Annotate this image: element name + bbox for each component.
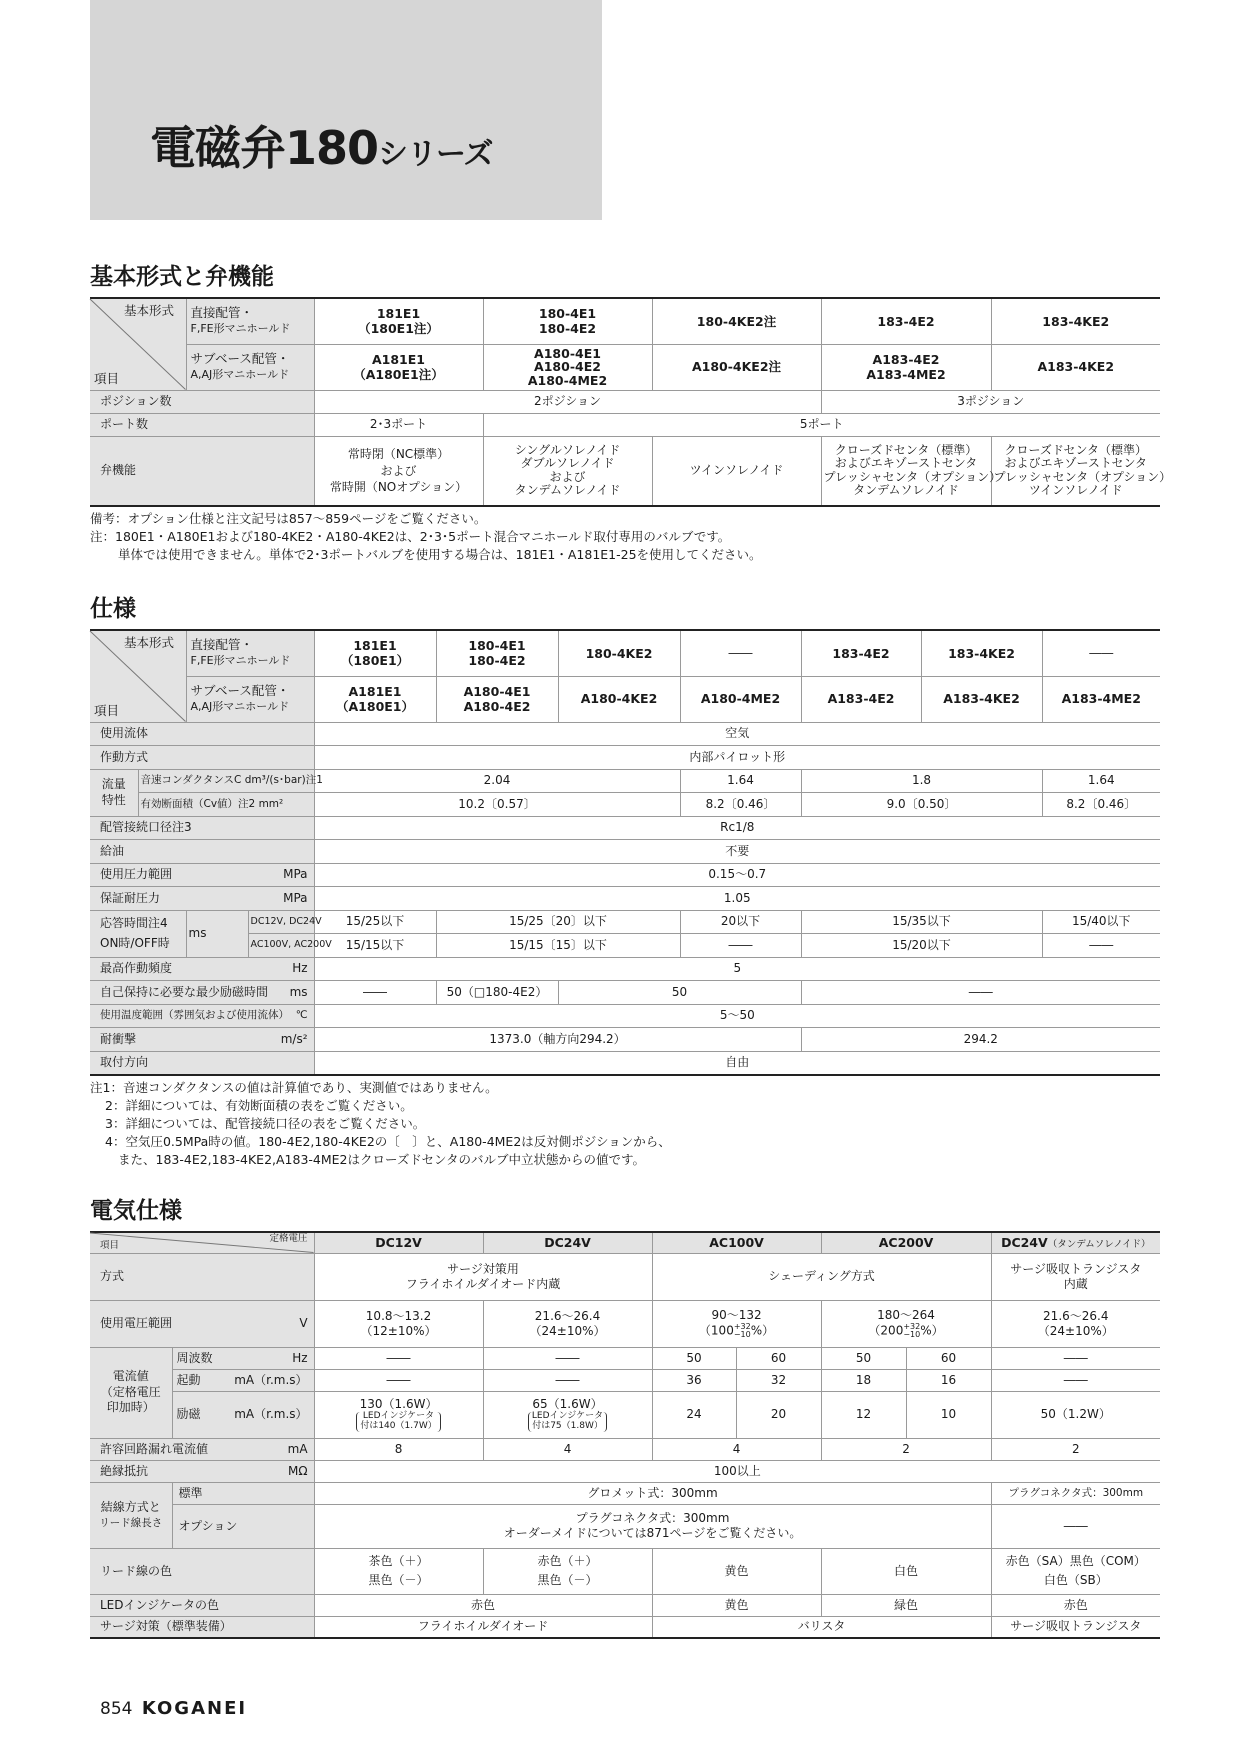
subbase-label: サブベース配管・ A,AJ形マニホールド — [186, 344, 314, 390]
page-title-suffix: シリーズ — [378, 137, 493, 172]
basic-type-table: 基本形式 項目 直接配管・ F,FE形マニホールド 181E1 （180E1注） 180-4E1 180-4E2 180-4KE2注 183-4E2 183-4KE2 サブベース配管・ A,AJ形マニホールド A181E1 （A180E1注） A180-4E1 A180-4E2 A180-4ME2 A180-4KE2注 A183-4E2 A183-4ME2 A183-4KE2 ポジション数 2ポジション 3ポジション ポート数 2･3ポート 5ポート 弁機能 常時閉（NC標準） および 常時開（NOオプション） シングルソレノイド ダブルソレノイド および タンデムソレノイド ツインソレノイド クローズドセンタ（標準） およびエキゾーストセンタ プレッシャセンタ（オプション） タンデムソレノイド クローズドセンタ（標準） およびエキゾーストセンタ プレッシャセンタ（オプション） ツインソレノイド — [90, 297, 1160, 507]
electrical-table: 項目 定格電圧 DC12V DC24V AC100V AC200V DC24V（タンデムソレノイド） 方式 サージ対策用 フライホイルダイオード内蔵 シェーディング方式 サージ吸収トランジスタ 内蔵 使用電圧範囲 V 10.8～13.2 （12±10%） 21.6～26.4 （24±10%） 90～132 （100 +32 −10 %） 180～264 （200 +32 −10 %） 21.6～26.4 （24±10%） 電流値 （定格電圧 印加時） 周波数 Hz ―― ―― 50 60 50 60 ―― 起動 mA（r.m.s） ―― ―― 36 32 18 16 ―― 励磁 mA（r.m.s） 130（1.6W） LEDインジケータ 付は140（1.7W） 65（1.6W） LEDインジケータ 付は75（1.8W） 24 20 12 10 50（1.2W） 許容回路漏れ電流値 mA 8 4 4 2 2 絶縁抵抗 MΩ 100以上 結線方式と リード線長さ 標準 グロメット式：300mm プラグコネクタ式：300mm オプション プラグコネクタ式：300mm オーダーメイドについては871ページをご覧ください。 ―― リード線の色 茶色（＋） 黒色（－） 赤色（＋） 黒色（－） 黄色 白色 赤色（SA）黒色（COM） 白色（SB） LEDインジケータの色 赤色 黄色 緑色 赤色 サージ対策（標準装備） フライホイルダイオード バリスタ サージ吸収トランジスタ — [90, 1231, 1160, 1639]
section-electrical — [90, 1192, 1160, 1639]
section1-notes: 備考：オプション仕様と注文記号は857～859ページをご覧ください。 注：180E1・A180E1および180-4KE2・A180-4KE2は、2･3･5ポート混合マニホールド取付専用のバルブです。 単体では使用できません。単体で2･3ポートバルブを使用する場合は、181E1・A181E1-25を使用してください。 — [90, 511, 762, 562]
corner-cell: 基本形式 項目 — [90, 298, 186, 390]
section-heading: 仕様 — [90, 596, 136, 622]
specifications-table: 基本形式 項目 直接配管・ F,FE形マニホールド 181E1 （180E1） 180-4E1 180-4E2 180-4KE2 ―― 183-4E2 183-4KE2 ―― サブベース配管・ A,AJ形マニホールド A181E1 （A180E1） A180-4E1 A180-4E2 A180-4KE2 A180-4ME2 A183-4E2 A183-4KE2 A183-4ME2 使用流体 空気 作動方式 内部パイロット形 流量 特性 音速コンダクタンスC dm³/(s･bar)注1 2.04 1.64 1.8 1.64 有効断面積（Cv値）注2 mm² 10.2〔0.57〕 8.2〔0.46〕 9.0〔0.50〕 8.2〔0.46〕 配管接続口径注3 Rc1/8 給油 不要 使用圧力範囲 MPa 0.15～0.7 保証耐圧力 MPa 1.05 応答時間注4 ON時/OFF時 ms DC12V, DC24V 15/25以下 15/25〔20〕以下 20以下 15/35以下 15/40以下 AC100V, AC200V 15/15以下 15/15〔15〕以下 ―― 15/20以下 ―― 最高作動頻度 Hz 5 自己保持に必要な最少励磁時間 ms ―― 50（□180-4E2） 50 ―― 使用温度範囲（雰囲気および使用流体） ℃ 5～50 耐衝撃 m/s² 1373.0（軸方向294.2） 294.2 取付方向 自由 — [90, 629, 1160, 1076]
section-heading: 電気仕様 — [90, 1198, 182, 1224]
section2-notes: 注1：音速コンダクタンスの値は計算値であり、実測値ではありません。 2：詳細については、有効断面積の表をご覧ください。 3：詳細については、配管接続口径の表をご覧ください。 4：空気圧0.5MPa時の値。180-4E2,180-4KE2の〔 〕と、A180-4ME2は反対側ポジションから、 また、183-4E2,183-4KE2,A183-4ME2はクローズドセンタのバルブ中立状態からの値です。 — [90, 1079, 671, 1167]
footer — [100, 1698, 247, 1719]
section-specifications — [90, 590, 1160, 1169]
page-title: 電磁弁180シリーズ — [150, 121, 493, 175]
direct-label: 直接配管・ F,FE形マニホールド — [186, 298, 314, 344]
title-banner — [90, 0, 602, 220]
section-heading: 基本形式と弁機能 — [90, 264, 274, 290]
section-basic-type — [90, 258, 1172, 564]
page-number: 854 — [100, 1699, 133, 1719]
brand-logo: KOGANEI — [141, 1698, 248, 1719]
